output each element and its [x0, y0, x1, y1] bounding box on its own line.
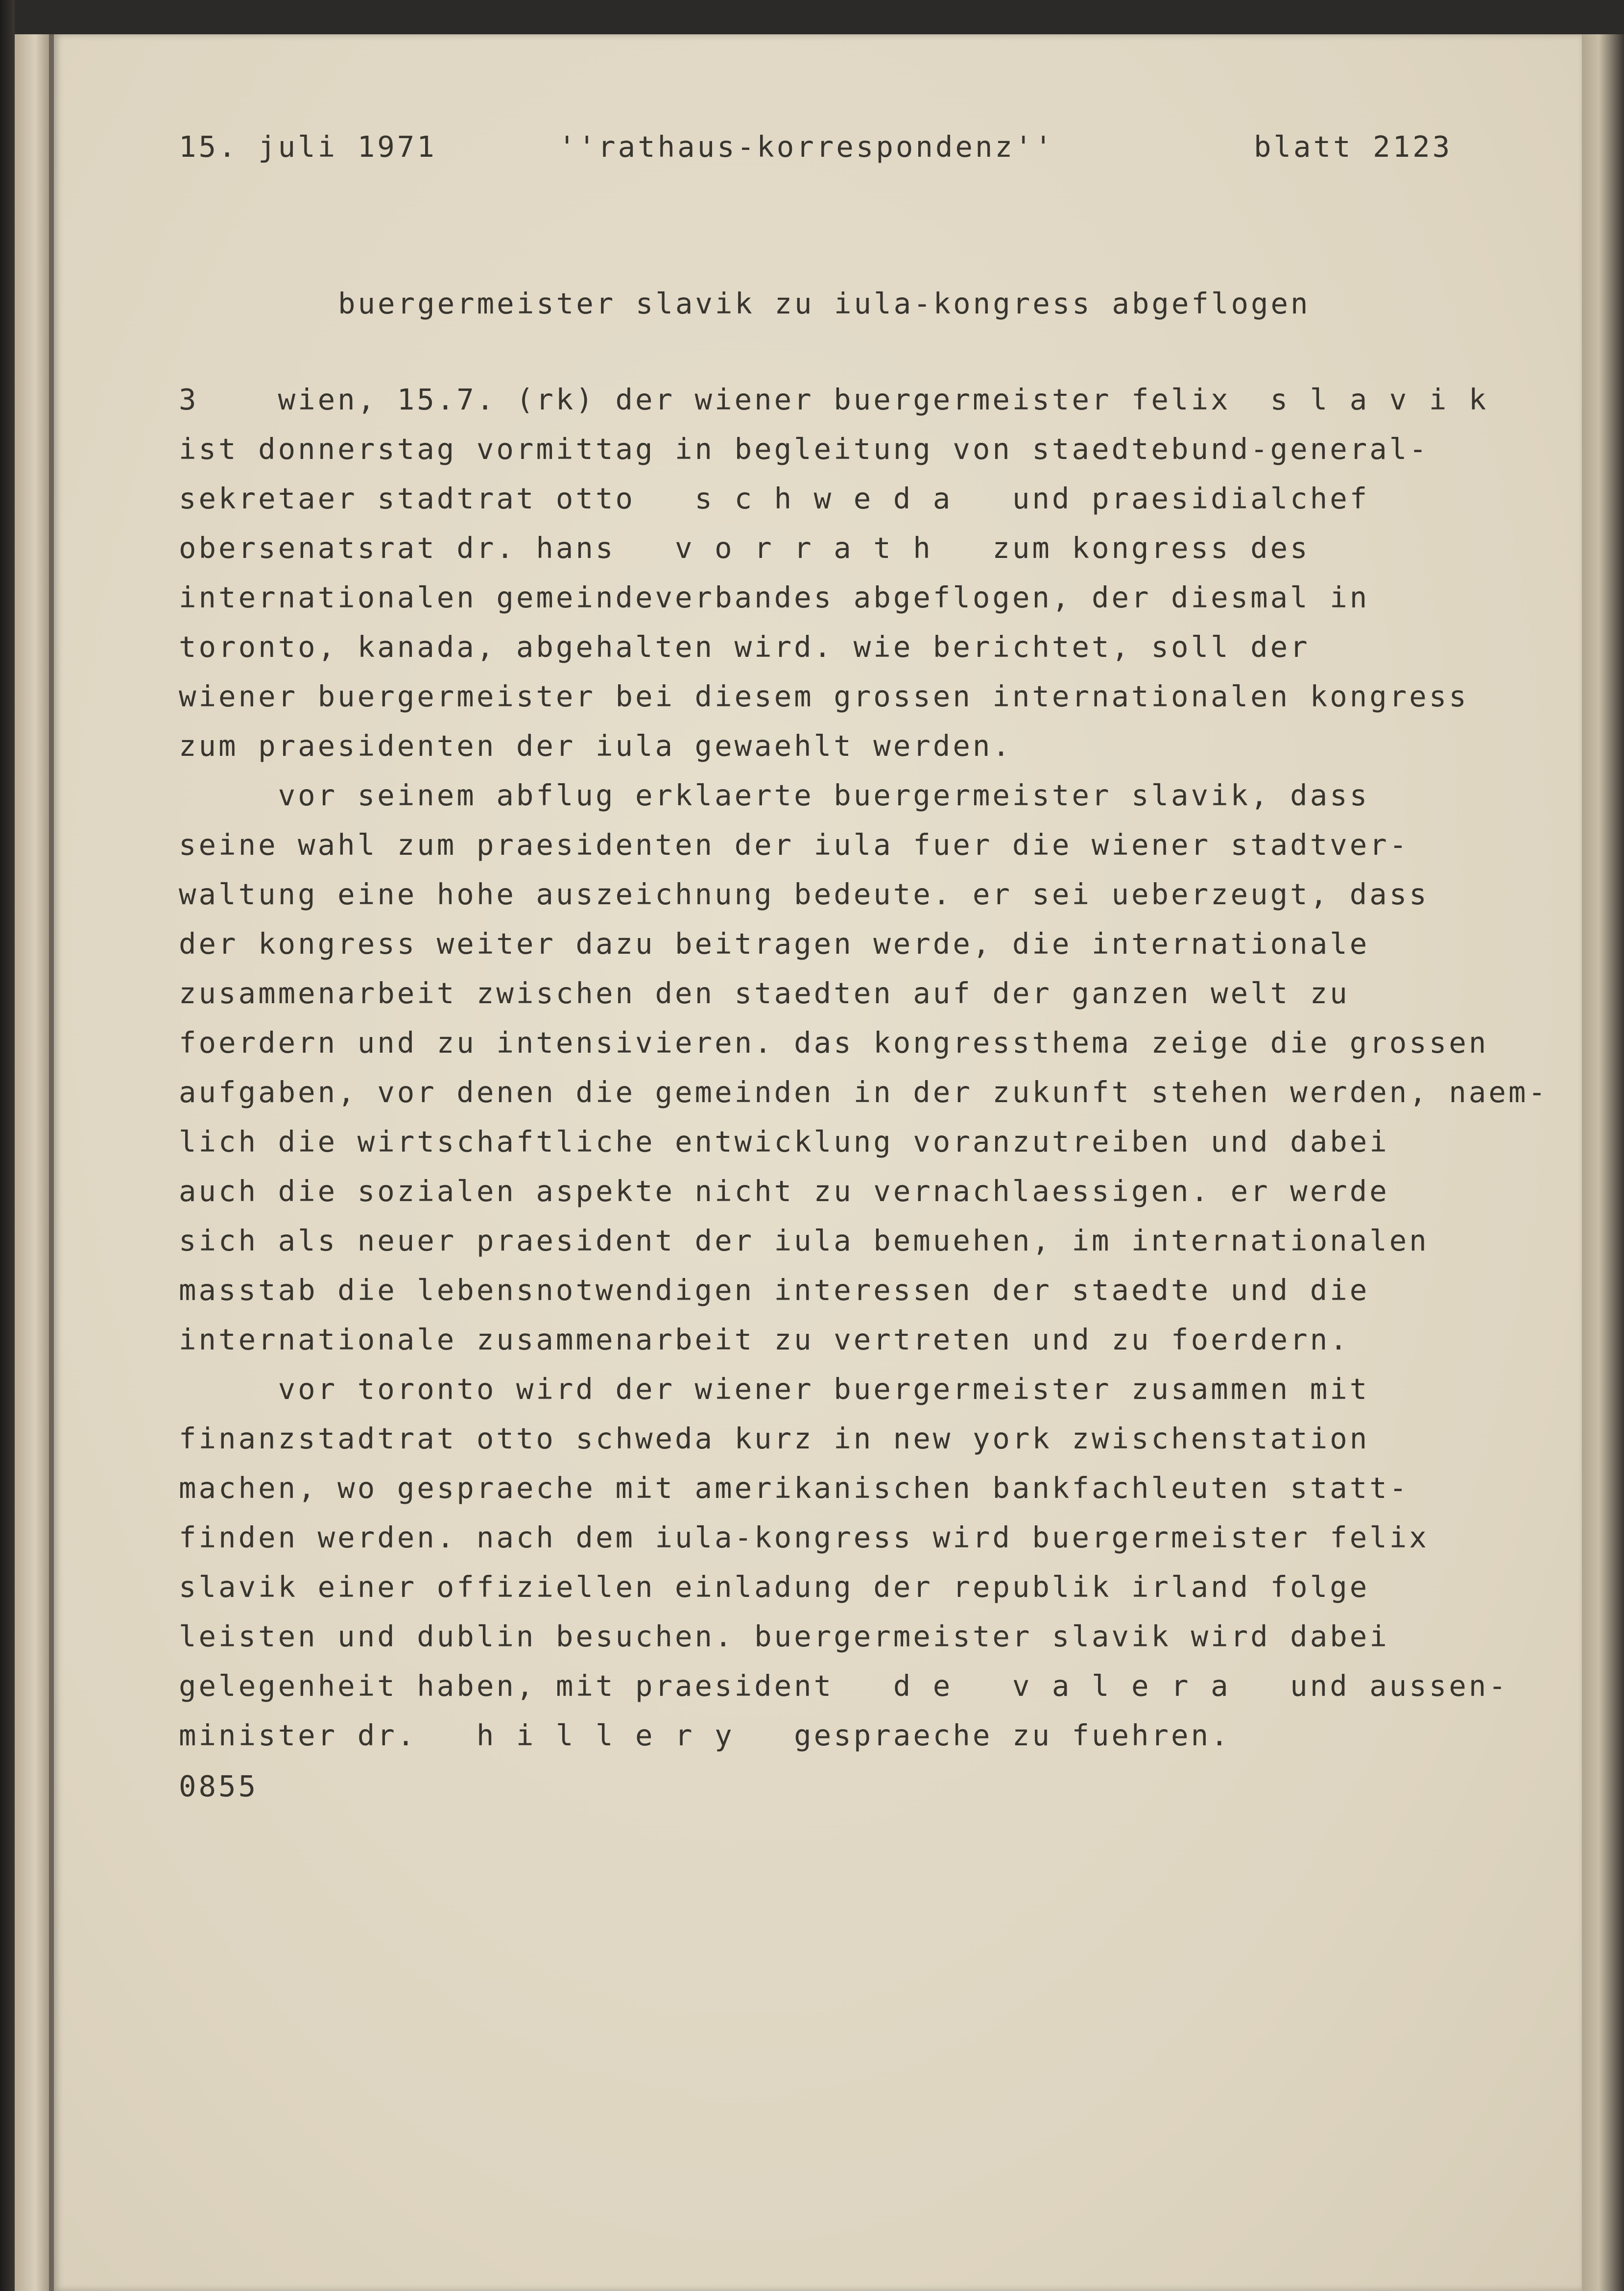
body-line: aufgaben, vor denen die gemeinden in der zukunft stehen werden, naem- — [179, 1075, 1548, 1109]
body-line: internationale zusammenarbeit zu vertreten und zu foerdern. — [179, 1323, 1350, 1356]
previous-page-edge — [15, 34, 49, 2291]
body-line: lich die wirtschaftliche entwicklung voranzutreiben und dabei — [179, 1125, 1389, 1158]
body-line: foerdern und zu intensivieren. das kongressthema zeige die grossen — [179, 1026, 1489, 1060]
body-line: gelegenheit haben, mit praesident d e v a l e r a und aussen- — [179, 1669, 1508, 1703]
body-line: obersenatsrat dr. hans v o r r a t h zum kongress des — [179, 531, 1310, 565]
body-line: vor seinem abflug erklaerte buergermeister slavik, dass — [179, 778, 1370, 812]
body-line: ist donnerstag vormittag in begleitung von staedtebund-general- — [179, 432, 1429, 466]
article-body — [179, 375, 1565, 1760]
footer-code: 0855 — [179, 1769, 259, 1803]
body-line: leisten und dublin besuchen. buergermeister slavik wird dabei — [179, 1619, 1389, 1653]
article-title: buergermeister slavik zu iula-kongress abgeflogen — [338, 287, 1311, 320]
body-line: waltung eine hohe auszeichnung bedeute. er sei ueberzeugt, dass — [179, 877, 1429, 911]
body-line: wiener buergermeister bei diesem grossen internationalen kongress — [179, 679, 1469, 713]
header-date: 15. juli 1971 — [179, 130, 437, 164]
body-line: sekretaer stadtrat otto s c h w e d a und praesidialchef — [179, 482, 1370, 515]
body-line: finanzstadtrat otto schweda kurz in new york zwischenstation — [179, 1422, 1370, 1455]
body-line: auch die sozialen aspekte nicht zu vernachlaessigen. er werde — [179, 1174, 1389, 1208]
body-line: internationalen gemeindeverbandes abgeflogen, der diesmal in — [179, 580, 1370, 614]
body-line: toronto, kanada, abgehalten wird. wie berichtet, soll der — [179, 630, 1310, 664]
binding-strip — [0, 0, 15, 2291]
body-line: sich als neuer praesident der iula bemuehen, im internationalen — [179, 1224, 1429, 1257]
body-line: seine wahl zum praesidenten der iula fuer die wiener stadtver- — [179, 828, 1409, 862]
body-line: minister dr. h i l l e r y gespraeche zu fuehren. — [179, 1718, 1231, 1752]
body-line: vor toronto wird der wiener buergermeister zusammen mit — [179, 1372, 1370, 1406]
body-line: zum praesidenten der iula gewaehlt werden. — [179, 729, 1012, 763]
page-gutter — [49, 34, 54, 2291]
body-line: der kongress weiter dazu beitragen werde, die internationale — [179, 927, 1370, 961]
header-publication: ''rathaus-korrespondenz'' — [558, 130, 1055, 164]
page-right-edge — [1582, 34, 1624, 2291]
body-line: 3 wien, 15.7. (rk) der wiener buergermeister felix s l a v i k — [179, 383, 1489, 416]
body-line: slavik einer offiziellen einladung der republik irland folge — [179, 1570, 1370, 1604]
body-line: zusammenarbeit zwischen den staedten auf der ganzen welt zu — [179, 976, 1350, 1010]
body-line: finden werden. nach dem iula-kongress wird buergermeister felix — [179, 1520, 1429, 1554]
body-line: masstab die lebensnotwendigen interessen der staedte und die — [179, 1273, 1370, 1307]
body-line: machen, wo gespraeche mit amerikanischen bankfachleuten statt- — [179, 1471, 1409, 1505]
header-sheet-number: blatt 2123 — [1254, 130, 1453, 164]
